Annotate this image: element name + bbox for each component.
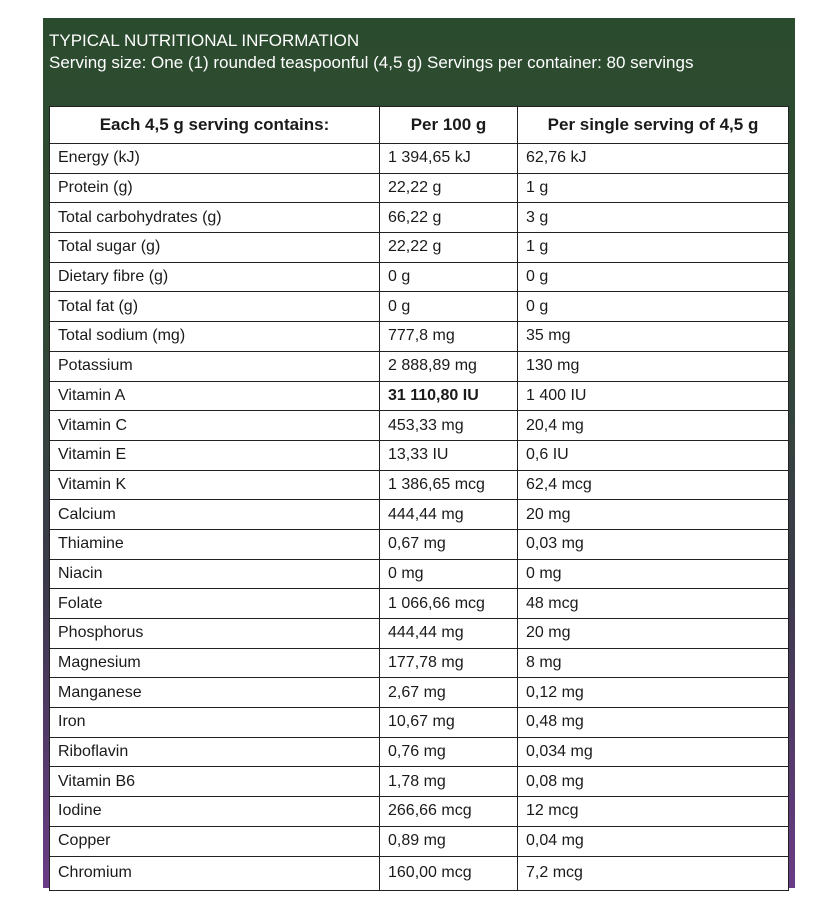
nutrient-name-cell: Calcium — [50, 500, 380, 530]
nutrient-name-cell: Energy (kJ) — [50, 144, 380, 174]
per-100g-cell: 10,67 mg — [380, 708, 518, 738]
table-row — [50, 767, 789, 797]
per-100g-cell: 31 110,80 IU — [380, 381, 518, 411]
nutrient-name-cell: Total sugar (g) — [50, 233, 380, 263]
per-serving-cell: 0,48 mg — [518, 708, 789, 738]
nutrition-panel — [43, 18, 795, 888]
per-100g-cell: 0 g — [380, 292, 518, 322]
table-row — [50, 826, 789, 856]
per-serving-cell: 1 g — [518, 173, 789, 203]
per-100g-cell: 0,89 mg — [380, 826, 518, 856]
table-row — [50, 500, 789, 530]
table-header-row — [50, 107, 789, 144]
panel-header — [49, 30, 791, 74]
per-serving-cell: 1 400 IU — [518, 381, 789, 411]
column-header-per-serving: Per single serving of 4,5 g — [518, 107, 789, 144]
nutrient-name-cell: Vitamin B6 — [50, 767, 380, 797]
panel-title: TYPICAL NUTRITIONAL INFORMATION — [49, 31, 360, 50]
table-row — [50, 322, 789, 352]
table-row — [50, 411, 789, 441]
nutrient-name-cell: Iodine — [50, 797, 380, 827]
nutrient-name-cell: Folate — [50, 589, 380, 619]
per-serving-cell: 12 mcg — [518, 797, 789, 827]
table-row — [50, 856, 789, 890]
per-serving-cell: 62,4 mcg — [518, 470, 789, 500]
nutrient-name-cell: Total fat (g) — [50, 292, 380, 322]
per-serving-cell: 3 g — [518, 203, 789, 233]
nutrient-name-cell: Vitamin A — [50, 381, 380, 411]
column-header-per-100g: Per 100 g — [380, 107, 518, 144]
table-row — [50, 233, 789, 263]
table-row — [50, 144, 789, 174]
nutrient-name-cell: Thiamine — [50, 529, 380, 559]
table-row — [50, 470, 789, 500]
per-serving-cell: 0,6 IU — [518, 440, 789, 470]
per-serving-cell: 0,03 mg — [518, 529, 789, 559]
per-100g-cell: 266,66 mcg — [380, 797, 518, 827]
per-serving-cell: 48 mcg — [518, 589, 789, 619]
per-100g-cell: 1,78 mg — [380, 767, 518, 797]
per-serving-cell: 0,04 mg — [518, 826, 789, 856]
nutrient-name-cell: Protein (g) — [50, 173, 380, 203]
per-serving-cell: 0 g — [518, 292, 789, 322]
per-100g-cell: 2,67 mg — [380, 678, 518, 708]
nutrient-name-cell: Chromium — [50, 856, 380, 890]
table-row — [50, 351, 789, 381]
nutrient-name-cell: Vitamin C — [50, 411, 380, 441]
per-100g-cell: 453,33 mg — [380, 411, 518, 441]
table-row — [50, 262, 789, 292]
nutrient-name-cell: Manganese — [50, 678, 380, 708]
per-100g-cell: 66,22 g — [380, 203, 518, 233]
per-100g-cell: 1 066,66 mcg — [380, 589, 518, 619]
column-header-nutrient: Each 4,5 g serving contains: — [50, 107, 380, 144]
per-serving-cell: 7,2 mcg — [518, 856, 789, 890]
per-100g-cell: 2 888,89 mg — [380, 351, 518, 381]
table-row — [50, 589, 789, 619]
per-100g-cell: 444,44 mg — [380, 500, 518, 530]
per-serving-cell: 0,08 mg — [518, 767, 789, 797]
nutrient-name-cell: Magnesium — [50, 648, 380, 678]
nutrient-name-cell: Copper — [50, 826, 380, 856]
nutrient-name-cell: Phosphorus — [50, 619, 380, 649]
per-serving-cell: 35 mg — [518, 322, 789, 352]
per-serving-cell: 20 mg — [518, 500, 789, 530]
table-row — [50, 440, 789, 470]
nutrient-name-cell: Vitamin K — [50, 470, 380, 500]
per-100g-cell: 0,76 mg — [380, 737, 518, 767]
nutrition-table — [49, 106, 789, 891]
table-row — [50, 173, 789, 203]
table-row — [50, 292, 789, 322]
per-100g-cell: 177,78 mg — [380, 648, 518, 678]
table-row — [50, 678, 789, 708]
per-100g-cell: 22,22 g — [380, 233, 518, 263]
per-100g-cell: 160,00 mcg — [380, 856, 518, 890]
nutrient-name-cell: Vitamin E — [50, 440, 380, 470]
serving-info: Serving size: One (1) rounded teaspoonful (4,5 g) Servings per container: 80 servings — [49, 53, 694, 72]
nutrient-name-cell: Niacin — [50, 559, 380, 589]
table-row — [50, 619, 789, 649]
nutrient-name-cell: Dietary fibre (g) — [50, 262, 380, 292]
nutrient-name-cell: Total sodium (mg) — [50, 322, 380, 352]
table-row — [50, 648, 789, 678]
per-serving-cell: 0 g — [518, 262, 789, 292]
per-serving-cell: 0 mg — [518, 559, 789, 589]
per-serving-cell: 8 mg — [518, 648, 789, 678]
table-row — [50, 559, 789, 589]
per-serving-cell: 62,76 kJ — [518, 144, 789, 174]
per-serving-cell: 0,034 mg — [518, 737, 789, 767]
table-row — [50, 529, 789, 559]
per-100g-cell: 0 g — [380, 262, 518, 292]
per-100g-cell: 444,44 mg — [380, 619, 518, 649]
per-serving-cell: 1 g — [518, 233, 789, 263]
per-100g-cell: 1 394,65 kJ — [380, 144, 518, 174]
per-serving-cell: 0,12 mg — [518, 678, 789, 708]
per-100g-cell: 0,67 mg — [380, 529, 518, 559]
per-100g-cell: 13,33 IU — [380, 440, 518, 470]
per-serving-cell: 20 mg — [518, 619, 789, 649]
table-body — [50, 144, 789, 891]
table-row — [50, 708, 789, 738]
table-row — [50, 203, 789, 233]
per-100g-cell: 777,8 mg — [380, 322, 518, 352]
table-row — [50, 381, 789, 411]
per-100g-cell: 0 mg — [380, 559, 518, 589]
table-row — [50, 797, 789, 827]
per-serving-cell: 20,4 mg — [518, 411, 789, 441]
nutrient-name-cell: Riboflavin — [50, 737, 380, 767]
per-100g-cell: 1 386,65 mcg — [380, 470, 518, 500]
per-100g-cell: 22,22 g — [380, 173, 518, 203]
nutrient-name-cell: Potassium — [50, 351, 380, 381]
per-serving-cell: 130 mg — [518, 351, 789, 381]
nutrient-name-cell: Iron — [50, 708, 380, 738]
table-row — [50, 737, 789, 767]
nutrient-name-cell: Total carbohydrates (g) — [50, 203, 380, 233]
